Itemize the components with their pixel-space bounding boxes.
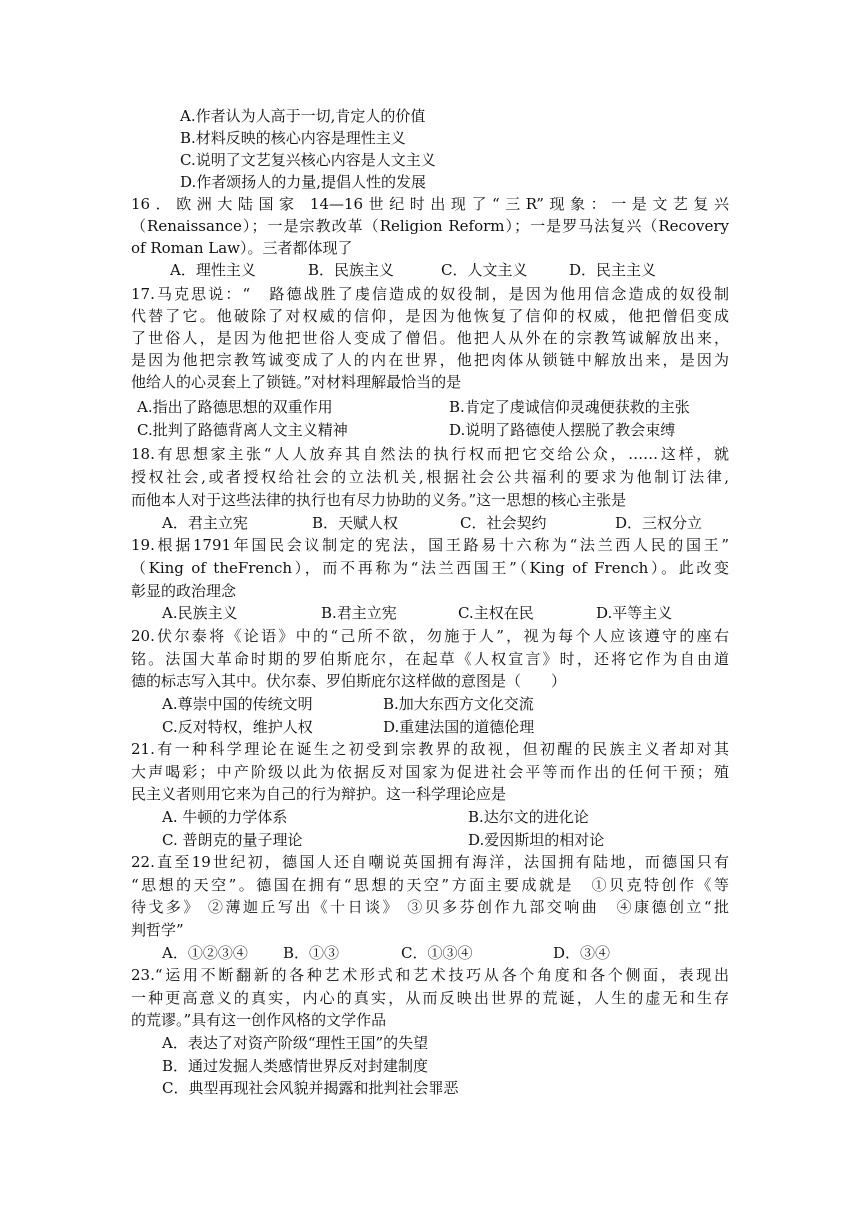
option-c: C．人文主义 — [441, 261, 528, 279]
option-a: A. 牛顿的力学体系 — [162, 808, 288, 826]
option-d: D．民主主义 — [569, 261, 657, 279]
option-c: C.主权在民 — [458, 604, 534, 622]
option-b: B．天赋人权 — [312, 514, 399, 532]
question-text-line: （King of theFrench），而不再称为“法兰西国王”（King of French）。此改变 — [131, 559, 729, 577]
option-c: C.说明了文艺复兴核心内容是人文主义 — [180, 151, 436, 169]
question-text-line: 17.马克思说：“ 路德战胜了虔信造成的奴役制，是因为他用信念造成的奴役制 — [131, 285, 729, 303]
option-d: D.爱因斯坦的相对论 — [468, 831, 605, 849]
question-text-line: 而他本人对于这些法律的执行也有尽力协助的义务。”这一思想的核心主张是 — [131, 491, 627, 509]
option-d: D.重建法国的道德伦理 — [383, 718, 535, 736]
option-c: C．典型再现社会风貌并揭露和批判社会罪恶 — [162, 1079, 459, 1097]
question-text-line: 大声喝彩；中产阶级以此为依据反对国家为促进社会平等而作出的任何干预；殖 — [131, 763, 729, 781]
question-text-line: 代替了它。他破除了对权威的信仰，是因为他恢复了信仰的权威，他把僧侣变成 — [131, 307, 729, 325]
question-text-line: 20.伏尔泰将《论语》中的“己所不欲，勿施于人”，视为每个人应该遵守的座右 — [131, 627, 729, 645]
option-b: B．民族主义 — [308, 261, 395, 279]
question-text-line: 彰显的政治理念 — [131, 582, 237, 600]
question-text-line: of Roman Law）。三者都体现了 — [131, 239, 353, 257]
option-b: B．①③ — [283, 944, 340, 962]
option-d: D．③④ — [553, 944, 611, 962]
question-text-line: 是因为他把宗教笃诚变成了人的内在世界，他把肉体从锁链中解放出来，是因为 — [131, 351, 729, 369]
question-text-line: 德的标志写入其中。伏尔泰、罗伯斯庇尔这样做的意图是（ ） — [131, 672, 567, 690]
option-d: D.说明了路德使人摆脱了教会束缚 — [449, 421, 676, 439]
option-c: C．社会契约 — [460, 514, 547, 532]
option-a: A.民族主义 — [162, 604, 238, 622]
option-d: D.平等主义 — [596, 604, 673, 622]
option-b: B.加大东西方文化交流 — [383, 695, 534, 713]
option-a: A.指出了路德思想的双重作用 — [137, 398, 333, 416]
question-text-line: 判哲学” — [131, 921, 184, 939]
question-text-line: 16．欧洲大陆国家 14—16世纪时出现了“三R”现象：一是文艺复兴 — [131, 195, 729, 213]
option-b: B.材料反映的核心内容是理性主义 — [180, 129, 406, 147]
question-text-line: 铭。法国大革命时期的罗伯斯庇尔，在起草《人权宣言》时，还将它作为自由道 — [131, 650, 729, 668]
question-text-line: 民主义者则用它来为自己的行为辩护。这一科学理论应是 — [131, 785, 507, 803]
question-text-line: 一种更高意义的真实，内心的真实，从而反映出世界的荒诞，人生的虚无和生存 — [131, 989, 729, 1007]
option-a: A.作者认为人高于一切,肯定人的价值 — [180, 107, 426, 125]
question-text-line: 22.直至19世纪初，德国人还自嘲说英国拥有海洋，法国拥有陆地，而德国只有 — [131, 853, 729, 871]
question-text-line: 他给人的心灵套上了锁链。”对材料理解最恰当的是 — [131, 373, 462, 391]
question-text-line: 18.有思想家主张“人人放弃其自然法的执行权而把它交给公众，……这样，就 — [131, 445, 729, 463]
question-text-line: 19.根据1791年国民会议制定的宪法，国王路易十六称为“法兰西人民的国王” — [131, 536, 729, 554]
option-a: A．君主立宪 — [162, 514, 248, 532]
question-text-line: （Renaissance）；一是宗教改革（Religion Reform）；一是罗马法复兴（Recovery — [131, 217, 729, 235]
option-b: B．通过发掘人类感情世界反对封建制度 — [162, 1057, 429, 1075]
question-text-line: 23.“运用不断翻新的各种艺术形式和艺术技巧从各个角度和各个侧面，表现出 — [131, 966, 729, 984]
question-text-line: 授权社会,或者授权给社会的立法机关,根据社会公共福利的要求为他制订法律, — [131, 468, 729, 486]
question-text-line: 了世俗人，是因为他把世俗人变成了僧侣。他把人从外在的宗教笃诚解放出来， — [131, 329, 729, 347]
question-text-line: 的荒谬。”具有这一创作风格的文学作品 — [131, 1011, 387, 1029]
option-d: D．三权分立 — [615, 514, 703, 532]
question-text-line: “思想的天空”。德国在拥有“思想的天空”方面主要成就是 ①贝克特创作《等 — [131, 876, 729, 894]
option-c: C.批判了路德背离人文主义精神 — [137, 421, 348, 439]
option-c: C．①③④ — [401, 944, 473, 962]
option-a: A．理性主义 — [170, 261, 256, 279]
question-text-line: 待戈多》 ②薄迦丘写出《十日谈》 ③贝多芬创作九部交响曲 ④康德创立“批 — [131, 898, 729, 916]
option-a: A．表达了对资产阶级“理性王国”的失望 — [162, 1034, 429, 1052]
question-text-line: 21.有一种科学理论在诞生之初受到宗教界的敌视，但初醒的民族主义者却对其 — [131, 740, 729, 758]
option-c: C.反对特权，维护人权 — [162, 718, 313, 736]
option-b: B.肯定了虔诚信仰灵魂便获救的主张 — [449, 398, 690, 416]
option-b: B.君主立宪 — [321, 604, 397, 622]
option-d: D.作者颂扬人的力量,提倡人性的发展 — [180, 173, 427, 191]
option-a: A．①②③④ — [162, 944, 248, 962]
option-c: C. 普朗克的量子理论 — [162, 831, 303, 849]
option-a: A.尊崇中国的传统文明 — [162, 695, 313, 713]
option-b: B.达尔文的进化论 — [468, 808, 589, 826]
